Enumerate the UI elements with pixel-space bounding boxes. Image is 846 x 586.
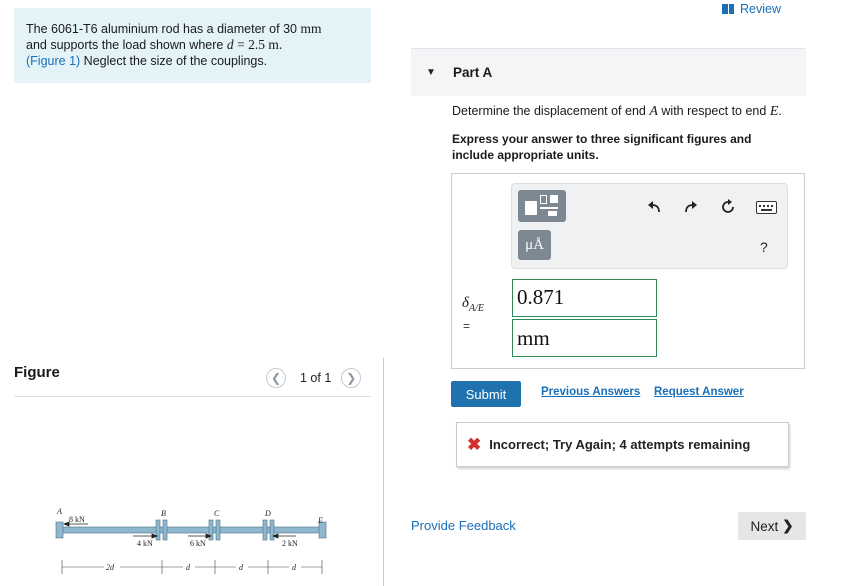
diameter-unit: mm	[300, 21, 322, 36]
problem-line-2	[26, 37, 359, 53]
pager-text: 1 of 1	[300, 371, 332, 385]
point-label-d: D	[265, 509, 271, 518]
point-label-e: E	[318, 516, 323, 525]
variable-d: d	[226, 37, 234, 52]
figure-title: Figure	[14, 364, 60, 381]
problem-statement	[14, 8, 371, 83]
problem-line-1	[26, 21, 359, 37]
keyboard-icon[interactable]	[756, 201, 777, 214]
undo-icon[interactable]	[645, 198, 663, 216]
part-title: Part A	[453, 65, 493, 80]
feedback-message	[456, 422, 789, 467]
problem-line-3	[26, 53, 359, 69]
answer-value-input[interactable]: 0.871	[512, 279, 657, 317]
figure-divider	[14, 396, 371, 397]
rod	[62, 527, 322, 533]
incorrect-x-icon: ✖	[467, 434, 482, 454]
delta-symbol: δ	[462, 295, 469, 311]
chevron-right-icon[interactable]: ❯	[341, 368, 361, 388]
question-part: .	[778, 104, 782, 118]
figure-pager	[266, 367, 361, 389]
problem-text: Neglect the size of the couplings.	[80, 54, 268, 68]
figure-link[interactable]: (Figure 1)	[26, 54, 81, 68]
answer-symbol	[462, 295, 484, 314]
end-plate-a	[56, 522, 63, 538]
dim-label-bc: d	[186, 563, 190, 572]
reset-icon[interactable]	[719, 198, 737, 216]
help-icon[interactable]: ?	[760, 239, 768, 255]
chevron-right-icon: ❯	[782, 518, 794, 533]
load-label-4kn: 4 kN	[137, 539, 153, 548]
end-a: A	[649, 104, 658, 119]
redo-icon[interactable]	[682, 198, 700, 216]
provide-feedback-link[interactable]: Provide Feedback	[411, 518, 516, 533]
collapse-caret-icon[interactable]: ▼	[426, 67, 436, 78]
submit-button[interactable]: Submit	[451, 381, 521, 407]
review-label: Review	[740, 2, 781, 16]
units-icon[interactable]: μÅ	[518, 230, 551, 260]
load-label-8kn: 8 kN	[69, 515, 85, 524]
point-label-b: B	[161, 509, 166, 518]
chevron-left-icon[interactable]: ❮	[266, 368, 286, 388]
dim-label-ab: 2d	[106, 563, 114, 572]
question-part: Determine the displacement of end	[452, 104, 646, 118]
next-button[interactable]	[738, 512, 806, 540]
d-value: = 2.5 m.	[237, 37, 283, 52]
load-label-2kn: 2 kN	[282, 539, 298, 548]
review-link[interactable]	[722, 2, 781, 16]
delta-subscript: A/E	[468, 303, 484, 314]
next-label: Next	[750, 518, 779, 534]
request-answer-link[interactable]: Request Answer	[654, 386, 744, 398]
question-text	[452, 104, 782, 120]
load-label-6kn: 6 kN	[190, 539, 206, 548]
point-label-c: C	[214, 509, 220, 518]
equals-sign: =	[463, 319, 471, 333]
end-e: E	[769, 104, 779, 119]
feedback-text: Incorrect; Try Again; 4 attempts remaining	[489, 437, 751, 452]
rod-figure	[0, 500, 380, 586]
instruction-text: Express your answer to three significant figures and include appropriate units.	[452, 132, 752, 162]
point-label-a: A	[57, 507, 62, 516]
panel-divider	[383, 358, 384, 586]
problem-text: The 6061-T6 aluminium rod has a diameter of 30	[26, 22, 297, 36]
previous-answers-link[interactable]: Previous Answers	[541, 386, 641, 398]
templates-icon[interactable]	[518, 190, 566, 222]
dim-label-cd: d	[239, 563, 243, 572]
problem-text: and supports the load shown where	[26, 38, 224, 52]
question-part: with respect to end	[661, 104, 767, 118]
answer-unit-input[interactable]: mm	[512, 319, 657, 357]
review-icon	[722, 4, 734, 14]
dim-label-de: d	[292, 563, 296, 572]
